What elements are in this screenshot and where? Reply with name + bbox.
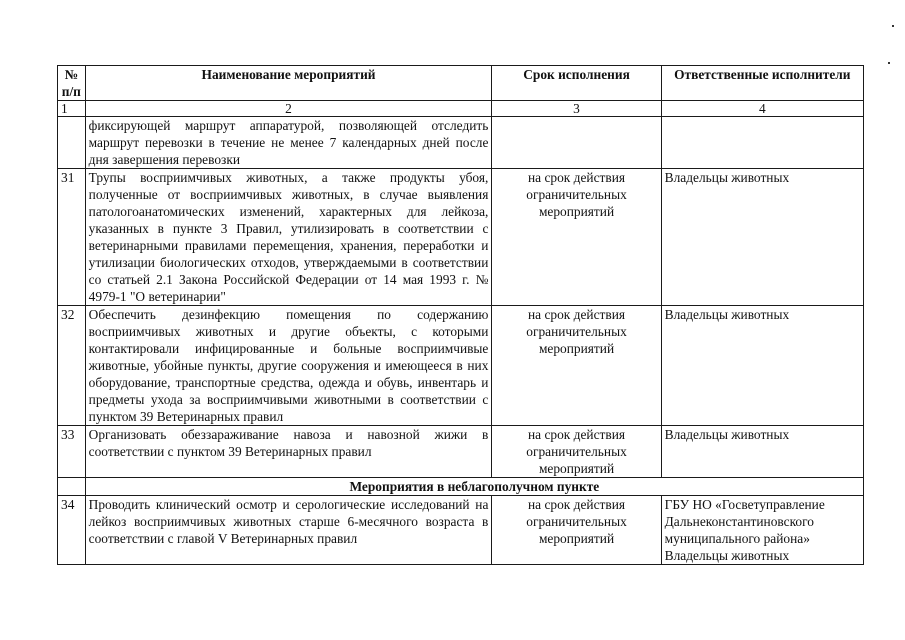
row-resp-cell: Владельцы животных [661,306,863,426]
scan-speck [888,62,890,64]
header-resp: Ответственные исполнители [661,66,863,101]
row-resp-cell [661,496,863,565]
column-index-row [58,101,864,117]
responsible-org: ГБУ НО «Госветуправление Дальнеконстантиновского муниципального района» [664,497,825,546]
row-num-cell: 31 [58,169,86,306]
section-row [58,478,864,496]
row-num-cell [58,117,86,169]
row-name-cell: Проводить клинический осмотр и серологические исследований на лейкоз восприимчивых животных старше 6-месячного возраста в соответствии с главой V Ветеринарных правил [85,496,492,565]
row-resp-cell: Владельцы животных [661,169,863,306]
row-term-cell: на срок действия ограничительных мероприятий [492,496,661,565]
header-num: № п/п [58,66,86,101]
header-term: Срок исполнения [492,66,661,101]
row-resp-cell [661,117,863,169]
row-term-cell: на срок действия ограничительных мероприятий [492,306,661,426]
table-row-continuation [58,117,864,169]
table-header-row [58,66,864,101]
header-name: Наименование мероприятий [85,66,492,101]
index-2: 2 [85,101,492,117]
row-num-cell: 34 [58,496,86,565]
section-num-cell [58,478,86,496]
row-name-cell: фиксирующей маршрут аппаратурой, позволяющей отследить маршрут перевозки в течение не менее 7 календарных дней после дня завершения перевозки [85,117,492,169]
table-row [58,426,864,478]
index-4: 4 [661,101,863,117]
row-term-cell: на срок действия ограничительных мероприятий [492,426,661,478]
row-term-cell: на срок действия ограничительных мероприятий [492,169,661,306]
responsible-owners: Владельцы животных [664,548,790,563]
measures-table [57,65,864,565]
scan-speck [892,25,894,27]
row-num-cell: 32 [58,306,86,426]
row-name-cell: Организовать обеззараживание навоза и навозной жижи в соответствии с пунктом 39 Ветеринарных правил [85,426,492,478]
table-row [58,496,864,565]
row-term-cell [492,117,661,169]
index-1: 1 [58,101,86,117]
row-name-cell: Обеспечить дезинфекцию помещения по содержанию восприимчивых животных и другие объекты, с которыми контактировали инфицированные и больные восприимчивые животные, убойные пункты, другие сооружения и имеющееся в них оборудование, транспортные средства, одежда и обувь, инвентарь и предметы ухода за восприимчивыми животными в соответствии с пунктом 39 Ветеринарных правил [85,306,492,426]
table-row [58,306,864,426]
row-resp-cell: Владельцы животных [661,426,863,478]
row-name-cell: Трупы восприимчивых животных, а также продукты убоя, полученные от восприимчивых животных, в случае выявления патологоанатомических изменений, характерных для лейкоза, указанных в пункте 3 Правил, утилизировать в соответствии с ветеринарными правилами перемещения, хранения, переработки и утилизации биологических отходов, утверждаемыми в соответствии со статьей 2.1 Закона Российской Федерации от 14 мая 1993 г. № 4979-1 "О ветеринарии" [85,169,492,306]
table-row [58,169,864,306]
row-num-cell: 33 [58,426,86,478]
index-3: 3 [492,101,661,117]
section-title: Мероприятия в неблагополучном пункте [85,478,863,496]
